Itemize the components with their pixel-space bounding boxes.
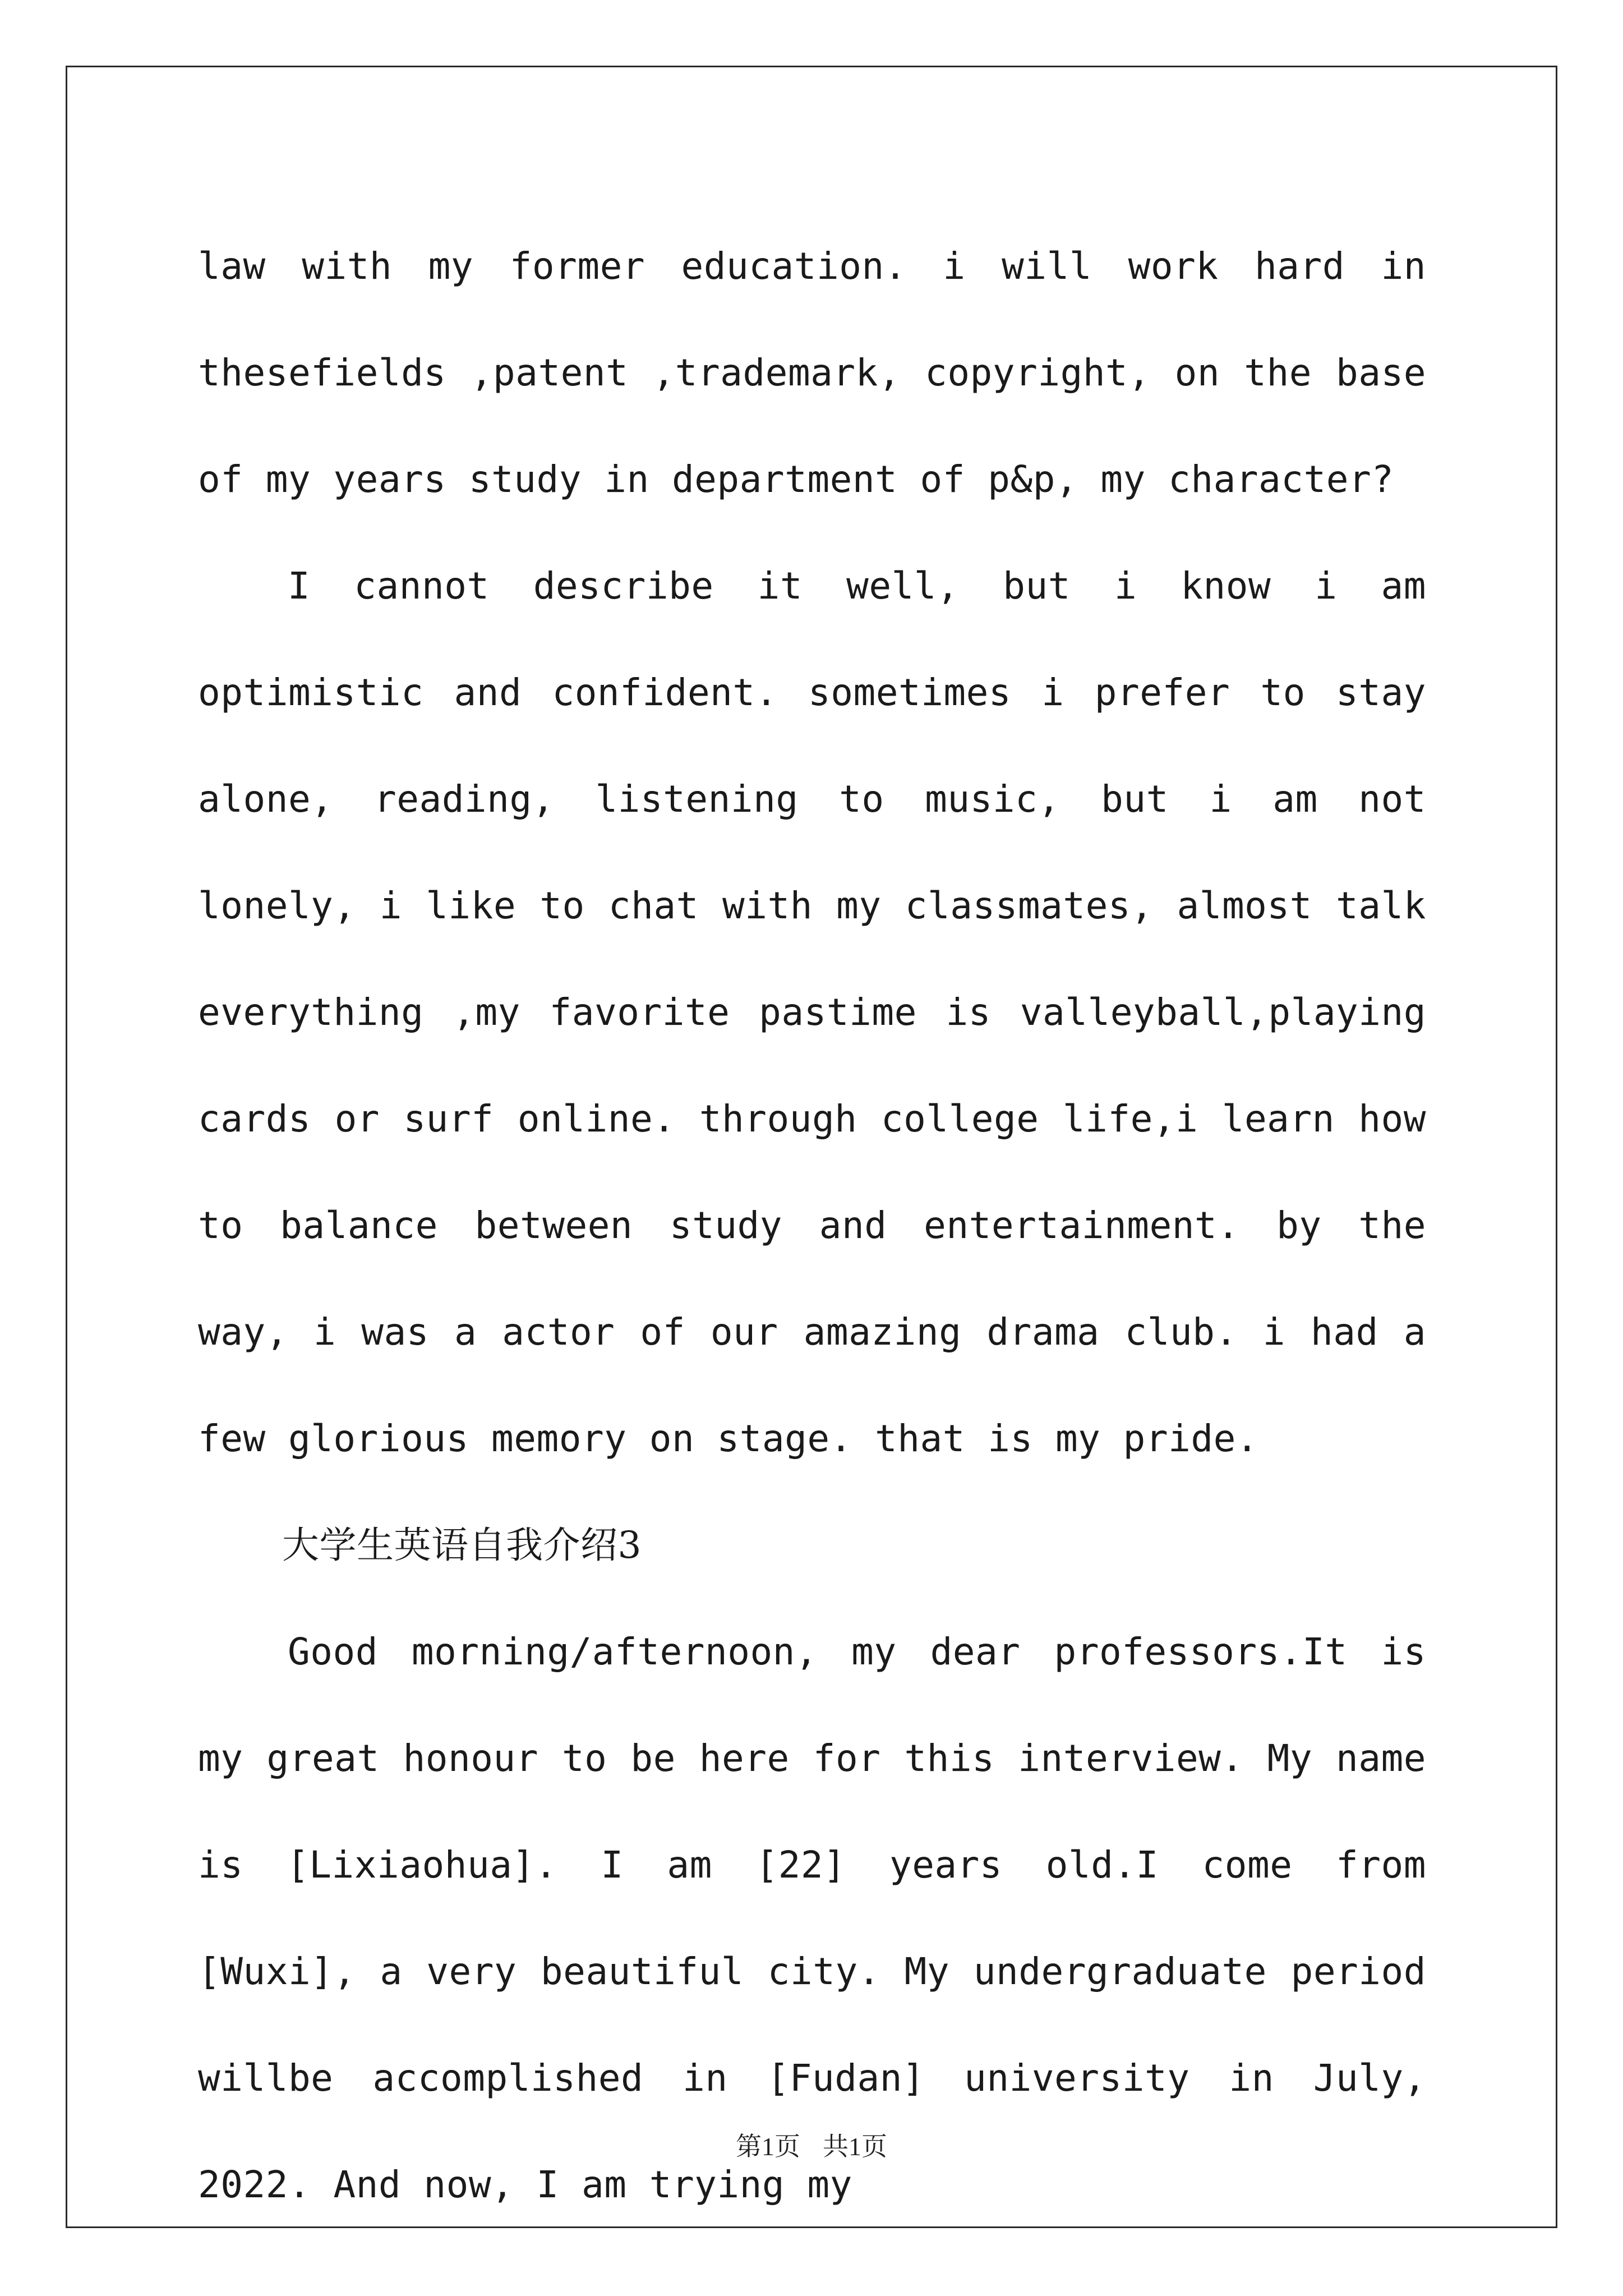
section-heading: 大学生英语自我介绍3 xyxy=(282,1524,642,1567)
page-total: 共1页 xyxy=(823,2132,887,2161)
paragraph-body: Good morning/afternoon, my dear professors.It is my great honour to be here for this interview. My name is [Lixiaohua]. I am [22] years old.I come from [Wuxi], a very beautiful city. My undergraduate period willbe accomplished in [Fudan] university in July, 2022. And now, I am trying my xyxy=(198,1630,1426,2206)
page-number: 第1页 xyxy=(736,2132,800,2161)
document-body xyxy=(198,213,1426,2238)
paragraph-body: I cannot describe it well, but i know i am optimistic and confident. sometimes i prefer to stay alone, reading, listening to music, but i am not lonely, i like to chat with my classmates, almost talk everything ,my favorite pastime is valleyball,playing cards or surf online. through college life,i learn how to balance between study and entertainment. by the way, i was a actor of our amazing drama club. i had a few glorious memory on stage. that is my pride. xyxy=(198,564,1426,1460)
page-footer xyxy=(0,2126,1623,2163)
paragraph-body: law with my former education. i will work hard in thesefields ,patent ,trademark, copyright, on the base of my years study in department of p&p, my character? xyxy=(198,245,1426,501)
